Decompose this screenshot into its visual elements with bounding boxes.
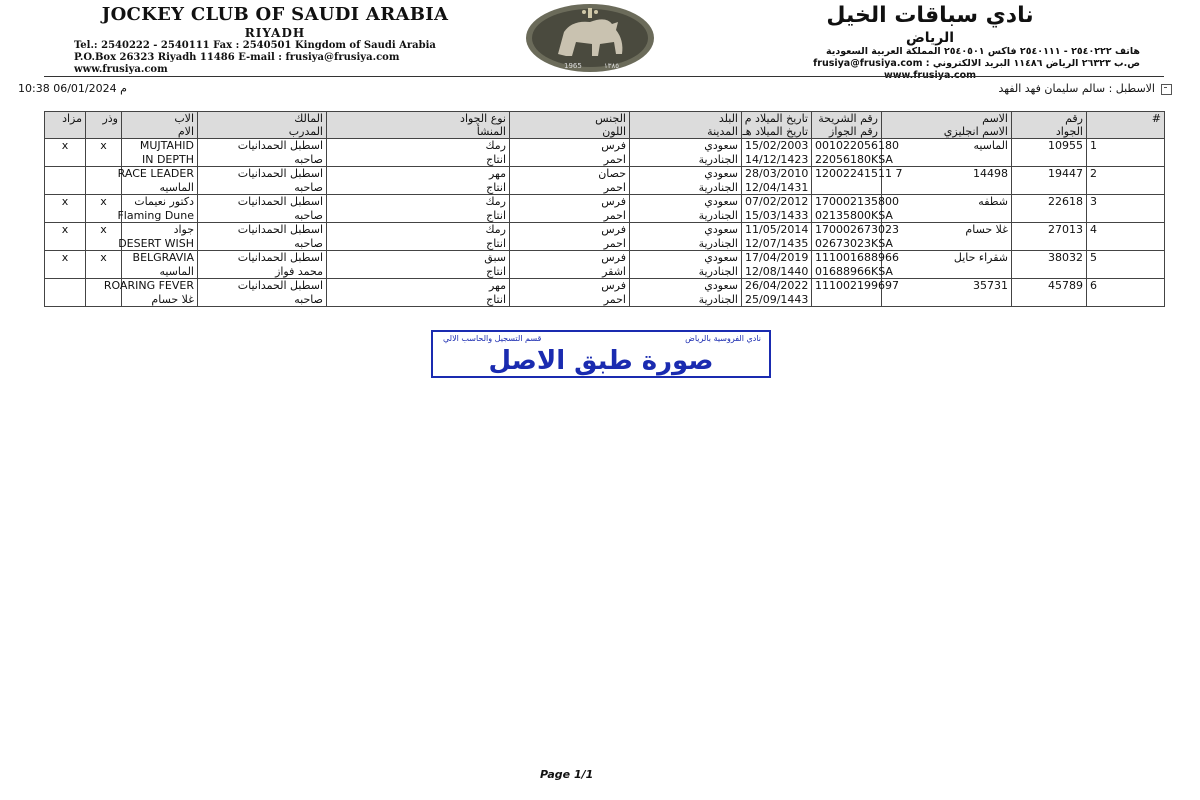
cell-chip: 170002673023: [812, 223, 882, 237]
cell-owner: اسطبل الحمدانيات: [198, 251, 327, 265]
cell-origin: انتاج: [327, 153, 510, 167]
cell-sire: دكتور نعيمات: [122, 195, 198, 209]
cell-type: مهر: [327, 279, 510, 293]
cell-name-en: [882, 209, 1012, 223]
cell-dob-h: 15/03/1433: [742, 209, 812, 223]
cell-color: احمر: [510, 293, 630, 307]
cell-country: سعودي: [630, 167, 742, 181]
cell-auction: x: [45, 251, 86, 265]
cell-chip: 111002199697: [812, 279, 882, 293]
stamp-org: نادي الفروسية بالرياض: [685, 334, 761, 343]
cell-idx: 2: [1087, 167, 1165, 181]
cell-trainer: محمد فواز: [198, 265, 327, 279]
horses-table-body: [45, 139, 1165, 307]
table-row: [45, 265, 1165, 279]
cell-chip: 111001688966: [812, 251, 882, 265]
cell-sex: فرس: [510, 195, 630, 209]
cell-empty: [1087, 181, 1165, 195]
cell-trainer: صاحبه: [198, 209, 327, 223]
cell-dob-h: 12/07/1435: [742, 237, 812, 251]
logo-year-right: ١٣٨٥: [604, 62, 620, 70]
cell-wthr: x: [86, 195, 122, 209]
cell-empty: [45, 153, 86, 167]
cell-horse-no: 27013: [1012, 223, 1087, 237]
cell-sex: حصان: [510, 167, 630, 181]
cell-passport: 02135800KSA: [812, 209, 882, 223]
cell-idx: 3: [1087, 195, 1165, 209]
cell-sire: ROARING FEVER: [122, 279, 198, 293]
cell-empty: [86, 209, 122, 223]
cell-country: سعودي: [630, 139, 742, 153]
cell-empty: [45, 237, 86, 251]
contact-line-ar-2: ص.ب ٢٦٣٢٣ الرياض ١١٤٨٦ البريد الالكتروني : frusiya@frusiya.com: [813, 58, 1140, 69]
col-passport: رقم الجواز: [812, 125, 882, 139]
cell-chip: 12002241511 7: [812, 167, 882, 181]
contact-line-en-1: Tel.: 2540222 - 2540111 Fax : 2540501 Kingdom of Saudi Arabia: [74, 40, 436, 51]
col-index-2: [1087, 125, 1165, 139]
cell-owner: اسطبل الحمدانيات: [198, 167, 327, 181]
col-name-en: الاسم انجليزي: [882, 125, 1012, 139]
table-row: [45, 139, 1165, 153]
stamp-text: صورة طبق الاصل: [488, 346, 714, 376]
cell-color: احمر: [510, 181, 630, 195]
cell-sire: RACE LEADER: [122, 167, 198, 181]
cell-dob: 28/03/2010: [742, 167, 812, 181]
cell-passport: 01688966KSA: [812, 265, 882, 279]
cell-dam: DESERT WISH: [122, 237, 198, 251]
cell-passport: [812, 181, 882, 195]
letterhead-arabic: [720, 2, 1140, 82]
contact-line-en-2: P.O.Box 26323 Riyadh 11486 E-mail : frusiya@frusiya.com: [74, 52, 400, 63]
logo-year-left: 1965: [564, 62, 582, 70]
col-horse-type: نوع الجواد: [327, 112, 510, 126]
letterhead-english: [70, 4, 480, 76]
cell-horse-no: 22618: [1012, 195, 1087, 209]
table-row: [45, 181, 1165, 195]
cell-horse-no: 45789: [1012, 279, 1087, 293]
club-name-ar: نادي سباقات الخيل: [826, 3, 1034, 28]
table-row: [45, 293, 1165, 307]
cell-passport: 22056180KSA: [812, 153, 882, 167]
website-en: www.frusiya.com: [74, 64, 168, 75]
col-trainer: المدرب: [198, 125, 327, 139]
col-country: البلد: [630, 112, 742, 126]
cell-horse-no: 38032: [1012, 251, 1087, 265]
page-number: Page 1/1: [540, 768, 594, 781]
cell-passport: 02673023KSA: [812, 237, 882, 251]
cell-type: رمك: [327, 139, 510, 153]
cell-wthr: x: [86, 223, 122, 237]
cell-trainer: صاحبه: [198, 237, 327, 251]
cell-name: 14498: [882, 167, 1012, 181]
cell-country: سعودي: [630, 195, 742, 209]
cell-empty: [1012, 153, 1087, 167]
col-color: اللون: [510, 125, 630, 139]
col-city: المدينة: [630, 125, 742, 139]
cell-dob: 17/04/2019: [742, 251, 812, 265]
table-row: [45, 223, 1165, 237]
cell-dam: الماسيه: [122, 181, 198, 195]
cell-dam: Flaming Dune: [122, 209, 198, 223]
table-row: [45, 209, 1165, 223]
cell-horse-no: 10955: [1012, 139, 1087, 153]
cell-color: احمر: [510, 237, 630, 251]
horses-table: [44, 111, 1165, 307]
cell-empty: [86, 153, 122, 167]
cell-dob-h: 12/04/1431: [742, 181, 812, 195]
table-row: [45, 237, 1165, 251]
cell-auction: x: [45, 139, 86, 153]
club-logo: [520, 2, 660, 74]
col-horse-no: رقم: [1012, 112, 1087, 126]
club-name-en: JOCKEY CLUB OF SAUDI ARABIA: [101, 4, 449, 25]
col-dob-hijri: تاريخ الميلاد هـ: [742, 125, 812, 139]
cell-type: رمك: [327, 195, 510, 209]
cell-empty: [86, 237, 122, 251]
cell-empty: [1012, 237, 1087, 251]
cell-wthr: x: [86, 139, 122, 153]
certified-copy-stamp: [431, 330, 771, 378]
cell-name: غلا حسام: [882, 223, 1012, 237]
cell-sire: MUJTAHID: [122, 139, 198, 153]
cell-city: الجنادرية: [630, 181, 742, 195]
cell-empty: [1087, 153, 1165, 167]
col-chip: رقم الشريحة: [812, 112, 882, 126]
cell-empty: [86, 181, 122, 195]
cell-sex: فرس: [510, 223, 630, 237]
col-sex: الجنس: [510, 112, 630, 126]
cell-empty: [1012, 265, 1087, 279]
cell-color: احمر: [510, 153, 630, 167]
cell-chip: 170002135800: [812, 195, 882, 209]
cell-empty: [1012, 181, 1087, 195]
cell-auction: x: [45, 223, 86, 237]
table-row: [45, 153, 1165, 167]
cell-name-en: [882, 237, 1012, 251]
cell-auction: [45, 167, 86, 181]
cell-type: رمك: [327, 223, 510, 237]
cell-wthr: [86, 167, 122, 181]
cell-type: مهر: [327, 167, 510, 181]
cell-dam: IN DEPTH: [122, 153, 198, 167]
cell-sex: فرس: [510, 279, 630, 293]
col-horse-no-2: الجواد: [1012, 125, 1087, 139]
cell-owner: اسطبل الحمدانيات: [198, 195, 327, 209]
header-rule: [44, 76, 1164, 77]
print-datetime: 10:38 06/01/2024 م: [18, 82, 127, 95]
cell-city: الجنادرية: [630, 237, 742, 251]
cell-origin: انتاج: [327, 265, 510, 279]
table-row: [45, 167, 1165, 181]
cell-trainer: صاحبه: [198, 153, 327, 167]
cell-wthr: x: [86, 251, 122, 265]
stamp-department: قسم التسجيل والحاسب الالي: [443, 334, 542, 343]
cell-empty: [86, 293, 122, 307]
col-owner: المالك: [198, 112, 327, 126]
cell-name-en: [882, 153, 1012, 167]
cell-trainer: صاحبه: [198, 293, 327, 307]
cell-country: سعودي: [630, 223, 742, 237]
header-row-2: [45, 125, 1165, 139]
col-dam: الام: [122, 125, 198, 139]
cell-country: سعودي: [630, 279, 742, 293]
cell-color: اشقر: [510, 265, 630, 279]
cell-name-en: [882, 181, 1012, 195]
cell-name: شقراء حايل: [882, 251, 1012, 265]
cell-idx: 4: [1087, 223, 1165, 237]
col-origin: المنشأ: [327, 125, 510, 139]
cell-sex: فرس: [510, 139, 630, 153]
cell-country: سعودي: [630, 251, 742, 265]
table-row: [45, 251, 1165, 265]
cell-origin: انتاج: [327, 293, 510, 307]
col-auction-2: [45, 125, 86, 139]
contact-line-ar-1: هاتف ٢٥٤٠٢٢٢ - ٢٥٤٠١١١ فاكس ٢٥٤٠٥٠١ المملكة العربية السعودية: [825, 46, 1140, 57]
cell-sire: BELGRAVIA: [122, 251, 198, 265]
cell-empty: [1087, 293, 1165, 307]
cell-origin: انتاج: [327, 237, 510, 251]
cell-dob: 07/02/2012: [742, 195, 812, 209]
cell-empty: [45, 181, 86, 195]
col-sire: الاب: [122, 112, 198, 126]
cell-name-en: [882, 293, 1012, 307]
cell-dob-h: 25/09/1443: [742, 293, 812, 307]
col-name: الاسم: [882, 112, 1012, 126]
document-icon: [1161, 84, 1172, 95]
cell-dob-h: 14/12/1423: [742, 153, 812, 167]
cell-idx: 5: [1087, 251, 1165, 265]
table-row: [45, 279, 1165, 293]
cell-dob-h: 12/08/1440: [742, 265, 812, 279]
cell-dam: غلا حسام: [122, 293, 198, 307]
cell-empty: [1087, 265, 1165, 279]
cell-origin: انتاج: [327, 209, 510, 223]
col-auction: مزاد: [45, 112, 86, 126]
cell-chip: 001022056180: [812, 139, 882, 153]
cell-empty: [45, 209, 86, 223]
header-row-1: [45, 112, 1165, 126]
cell-type: سبق: [327, 251, 510, 265]
cell-trainer: صاحبه: [198, 181, 327, 195]
cell-auction: x: [45, 195, 86, 209]
cell-sire: جواد: [122, 223, 198, 237]
cell-empty: [45, 265, 86, 279]
cell-idx: 6: [1087, 279, 1165, 293]
club-city-en: RIYADH: [244, 26, 306, 40]
cell-passport: [812, 293, 882, 307]
col-index: #: [1087, 112, 1165, 126]
cell-city: الجنادرية: [630, 153, 742, 167]
club-city-ar: الرياض: [905, 30, 955, 46]
cell-city: الجنادرية: [630, 293, 742, 307]
cell-idx: 1: [1087, 139, 1165, 153]
cell-auction: [45, 279, 86, 293]
cell-city: الجنادرية: [630, 209, 742, 223]
cell-empty: [1087, 237, 1165, 251]
cell-name: 35731: [882, 279, 1012, 293]
cell-sex: فرس: [510, 251, 630, 265]
cell-empty: [45, 293, 86, 307]
cell-empty: [86, 265, 122, 279]
cell-city: الجنادرية: [630, 265, 742, 279]
stable-name: الاسطبل : سالم سليمان فهد الفهد: [998, 82, 1155, 95]
col-wthr: وذر: [86, 112, 122, 126]
cell-name: الماسيه: [882, 139, 1012, 153]
cell-dob: 11/05/2014: [742, 223, 812, 237]
col-wthr-2: [86, 125, 122, 139]
stable-owner-line: [998, 82, 1172, 95]
col-dob: تاريخ الميلاد م: [742, 112, 812, 126]
table-row: [45, 195, 1165, 209]
cell-horse-no: 19447: [1012, 167, 1087, 181]
cell-empty: [1087, 209, 1165, 223]
cell-name: شطفه: [882, 195, 1012, 209]
cell-empty: [1012, 209, 1087, 223]
cell-empty: [1012, 293, 1087, 307]
cell-origin: انتاج: [327, 181, 510, 195]
cell-dob: 26/04/2022: [742, 279, 812, 293]
cell-name-en: [882, 265, 1012, 279]
cell-color: احمر: [510, 209, 630, 223]
cell-owner: اسطبل الحمدانيات: [198, 223, 327, 237]
cell-owner: اسطبل الحمدانيات: [198, 279, 327, 293]
cell-dob: 15/02/2003: [742, 139, 812, 153]
cell-dam: الماسيه: [122, 265, 198, 279]
cell-owner: اسطبل الحمدانيات: [198, 139, 327, 153]
